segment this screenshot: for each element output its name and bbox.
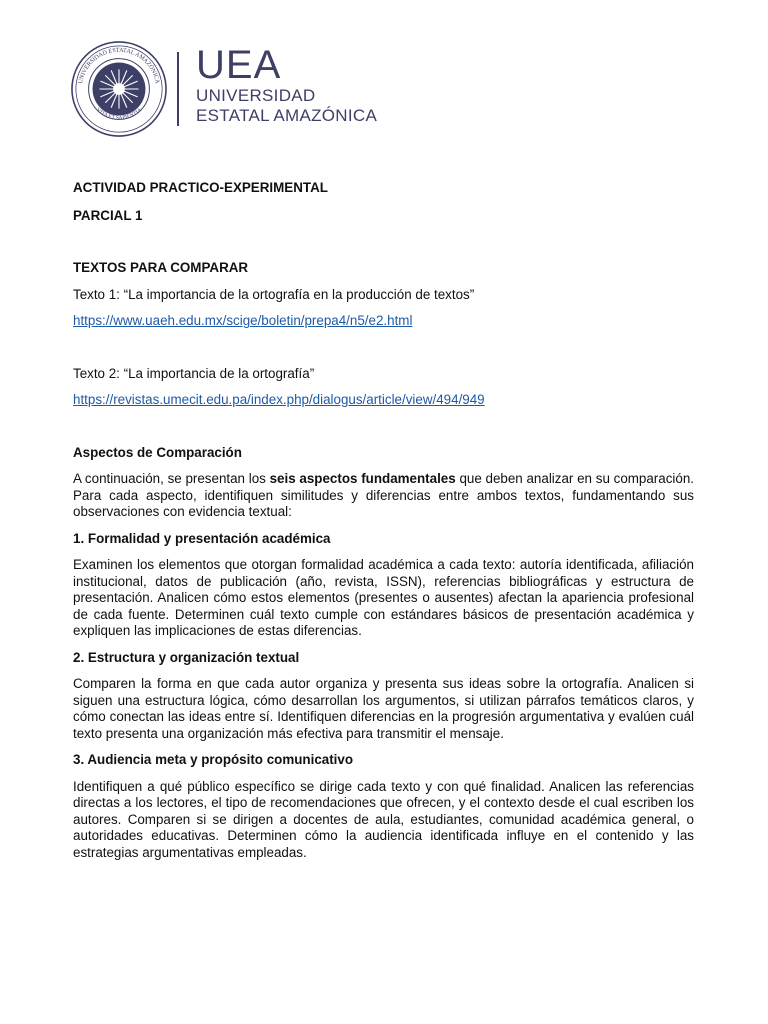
aspect-2-heading: 2. Estructura y organización textual: [73, 649, 300, 665]
svg-text:VITA ET SAPIENTIA: VITA ET SAPIENTIA: [94, 107, 144, 122]
text1-link[interactable]: https://www.uaeh.edu.mx/scige/boletin/prepa4/n5/e2.html: [73, 313, 413, 328]
brand-line-1: UNIVERSIDAD: [196, 86, 316, 105]
aspect-2-body: Comparen la forma en que cada autor organiza y presenta sus ideas sobre la ortografía. Analicen si siguen una estructura lógica, cómo desarrollan los argumentos, si utilizan párrafos temáticos claros, y cómo conectan las ideas entre sí. Identifiquen diferencias en la progresión argumentativa y evalúen cuál texto presenta una organización más efectiva para transmitir el mensaje.: [73, 676, 694, 741]
text2-link[interactable]: https://revistas.umecit.edu.pa/index.php/dialogus/article/view/494/949: [73, 392, 485, 407]
document-body: [73, 180, 694, 861]
brand-main-text: UEA: [196, 43, 282, 87]
text1-label: Texto 1: “La importancia de la ortografía en la producción de textos”: [73, 286, 475, 302]
aspect-1-heading: 1. Formalidad y presentación académica: [73, 530, 331, 546]
aspect-3-heading: 3. Audiencia meta y propósito comunicativo: [73, 752, 354, 767]
aspects-heading: Aspectos de Comparación: [73, 444, 242, 460]
intro-text-end: que deben analizar en su comparación. Para cada aspecto, identifiquen similitudes y diferencias entre ambos textos, fundamentando sus observaciones con evidencia textual:: [73, 471, 695, 519]
intro-text-bold: seis aspectos fundamentales: [269, 471, 456, 486]
brand-line-2: ESTATAL AMAZÓNICA: [196, 106, 378, 125]
partial-title: PARCIAL 1: [73, 207, 143, 223]
logo-divider: [177, 52, 179, 126]
university-seal-icon: [70, 40, 168, 138]
activity-title: ACTIVIDAD PRACTICO-EXPERIMENTAL: [73, 180, 328, 195]
svg-text:UNIVERSIDAD ESTATAL AMAZÓNICA: UNIVERSIDAD ESTATAL AMAZÓNICA: [78, 47, 160, 85]
aspect-1-body: Examinen los elementos que otorgan formalidad académica a cada texto: autoría identificada, afiliación institucional, datos de publicación (año, revista, ISSN), referencias bibliográficas y estructura de presentación. Analicen cómo estos elementos (presentes o ausentes) afectan la apariencia profesional de cada fuente. Determinen cuál texto cumple con estándares básicos de presentación académica y expliquen las implicaciones de estas diferencias.: [73, 557, 694, 638]
intro-text-start: A continuación, se presentan los: [73, 471, 270, 486]
aspects-intro: [73, 471, 694, 521]
university-logo: [70, 40, 410, 130]
text2-label: Texto 2: “La importancia de la ortografía”: [73, 365, 315, 381]
section-heading-texts: TEXTOS PARA COMPARAR: [73, 260, 249, 275]
aspect-3-body: Identifiquen a qué público específico se dirige cada texto y con qué finalidad. Analicen las referencias directas a los lectores, el tipo de recomendaciones que ofrecen, y el contexto desde el cual escriben los autores. Comparen si se dirigen a docentes de aula, estudiantes, comunidad académica general, o autoridades educativas. Determinen cómo la audiencia identificada influye en el contenido y las estrategias argumentativas empleadas.: [73, 778, 694, 860]
brand-wordmark: [196, 44, 377, 126]
